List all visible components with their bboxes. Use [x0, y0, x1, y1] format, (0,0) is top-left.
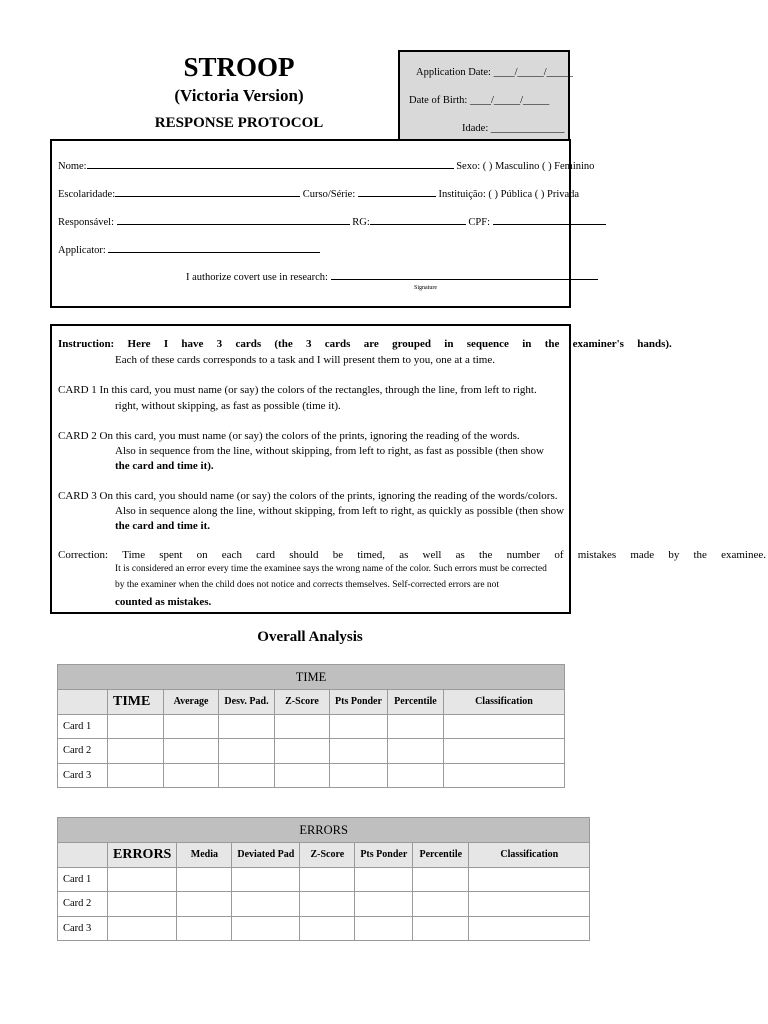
word: examinee.: [721, 549, 766, 561]
word: have: [181, 338, 204, 350]
row-label: Card 1: [58, 714, 108, 739]
column-header: Average: [164, 690, 219, 715]
time-table: [57, 664, 565, 788]
column-header: [58, 690, 108, 715]
time-table-caption: TIME: [58, 665, 565, 690]
word: well: [422, 549, 442, 561]
table-row: [58, 714, 565, 739]
idade-field[interactable]: [462, 123, 564, 134]
nome-label: Nome:: [58, 161, 87, 172]
column-header: Z-Score: [300, 843, 355, 868]
idade-blank: ______________: [490, 123, 565, 134]
word: mistakes: [577, 549, 617, 561]
signature-line: [331, 271, 598, 280]
entry-cell[interactable]: [275, 739, 330, 764]
responsavel-line: [117, 216, 350, 225]
column-header: Desv. Pad.: [219, 690, 275, 715]
entry-cell[interactable]: [443, 739, 564, 764]
row-label: Card 3: [58, 763, 108, 788]
word: should: [289, 549, 319, 561]
table-row: [58, 892, 590, 917]
column-header: Percentile: [387, 690, 443, 715]
idade-label: Idade:: [462, 123, 489, 134]
entry-cell[interactable]: [219, 714, 275, 739]
correction-line: [58, 549, 766, 561]
word: I: [163, 338, 169, 350]
row-label: Card 3: [58, 916, 108, 941]
application-date-blank: ____/_____/_____: [493, 67, 573, 78]
application-date-field[interactable]: [416, 67, 573, 78]
table-row: [58, 867, 590, 892]
word: sequence: [466, 338, 509, 350]
word: are: [363, 338, 379, 350]
word: (the: [274, 338, 293, 350]
entry-cell[interactable]: [177, 892, 232, 917]
word: 3: [306, 338, 312, 350]
column-header: Deviated Pad: [232, 843, 300, 868]
date-of-birth-label: Date of Birth:: [409, 95, 468, 106]
cpf-label: CPF:: [468, 217, 490, 228]
card3-line-3: the card and time it.: [115, 520, 211, 532]
entry-cell[interactable]: [108, 916, 177, 941]
word: the: [544, 338, 560, 350]
word: card: [256, 549, 276, 561]
authorize-field[interactable]: [186, 271, 598, 283]
word: cards: [324, 338, 351, 350]
correction-line-2: It is considered an error every time the examinee says the wrong name of the color. Such errors must be corrected: [115, 564, 547, 574]
word: 3: [216, 338, 223, 350]
correction-line-4: counted as mistakes.: [115, 596, 212, 608]
entry-cell[interactable]: [387, 739, 443, 764]
entry-cell[interactable]: [108, 714, 164, 739]
card2-line-2: Also in sequence from the line, without skipping, from left to right, as fast as possible (then show: [115, 445, 544, 457]
word: the: [693, 549, 707, 561]
applicator-line: [108, 244, 320, 253]
word: cards: [235, 338, 262, 350]
signature-caption: Signature: [414, 285, 437, 291]
application-date-label: Application Date:: [416, 67, 491, 78]
card3-line-1: CARD 3 On this card, you should name (or say) the colors of the prints, ignoring the reading of the words/colors.: [58, 490, 558, 502]
authorize-label: I authorize covert use in research:: [186, 272, 328, 283]
errors-table: [57, 817, 590, 941]
entry-cell[interactable]: [355, 892, 413, 917]
errors-table-caption: ERRORS: [58, 818, 590, 843]
responsavel-field[interactable]: [58, 216, 606, 228]
word: Time: [122, 549, 146, 561]
entry-cell[interactable]: [355, 916, 413, 941]
entry-cell[interactable]: [469, 916, 590, 941]
column-header: Classification: [469, 843, 590, 868]
table-row: [58, 739, 565, 764]
entry-cell[interactable]: [387, 763, 443, 788]
entry-cell[interactable]: [469, 867, 590, 892]
entry-cell[interactable]: [164, 763, 219, 788]
rg-label: RG:: [352, 217, 370, 228]
entry-cell[interactable]: [108, 867, 177, 892]
column-header: Z-Score: [275, 690, 330, 715]
word: as: [399, 549, 409, 561]
cpf-line: [493, 216, 606, 225]
column-header: Pts Ponder: [355, 843, 413, 868]
word: on: [196, 549, 208, 561]
entry-cell[interactable]: [300, 892, 355, 917]
row-label: Card 2: [58, 739, 108, 764]
entry-cell[interactable]: [355, 867, 413, 892]
application-box: [398, 50, 573, 141]
word: Correction:: [58, 549, 109, 561]
date-of-birth-blank: ____/_____/_____: [469, 95, 550, 106]
entry-cell[interactable]: [164, 739, 219, 764]
curso-line: [358, 188, 436, 197]
column-header: [58, 843, 108, 868]
word: made: [630, 549, 655, 561]
card1-line-2: right, without skipping, as fast as possible (time it).: [115, 400, 341, 412]
nome-line: [87, 160, 454, 169]
entry-cell[interactable]: [275, 714, 330, 739]
entry-cell[interactable]: [330, 739, 388, 764]
entry-cell[interactable]: [108, 892, 177, 917]
entry-cell[interactable]: [300, 916, 355, 941]
nome-field[interactable]: [58, 160, 594, 172]
word: hands).: [637, 338, 672, 350]
word: as: [455, 549, 465, 561]
word: be: [332, 549, 344, 561]
entry-cell[interactable]: [232, 867, 300, 892]
escolaridade-line: [115, 188, 300, 197]
table-row: [58, 916, 590, 941]
entry-cell[interactable]: [300, 867, 355, 892]
correction-line-3: by the examiner when the child does not notice and corrects themselves. Self-corrected errors are not: [115, 580, 500, 590]
entry-cell[interactable]: [330, 763, 388, 788]
column-header: TIME: [108, 690, 164, 715]
instituicao-options: Instituição: ( ) Pública ( ) Privada: [438, 189, 580, 200]
rg-line: [370, 216, 466, 225]
card1-line-1: CARD 1 In this card, you must name (or say) the colors of the rectangles, through the line, from left to right.: [58, 384, 537, 396]
entry-cell[interactable]: [413, 892, 469, 917]
word: number: [506, 549, 541, 561]
instruction-line: [58, 338, 672, 350]
entry-cell[interactable]: [443, 714, 564, 739]
entry-cell[interactable]: [108, 763, 164, 788]
entry-cell[interactable]: [469, 892, 590, 917]
entry-cell[interactable]: [108, 739, 164, 764]
entry-cell[interactable]: [164, 714, 219, 739]
entry-cell[interactable]: [413, 916, 469, 941]
entry-cell[interactable]: [219, 739, 275, 764]
column-header: Classification: [443, 690, 564, 715]
word: Instruction:: [58, 338, 115, 350]
row-label: Card 1: [58, 867, 108, 892]
word: each: [221, 549, 242, 561]
form-title: STROOP: [183, 52, 295, 82]
applicator-field[interactable]: [58, 244, 320, 256]
word: in: [444, 338, 454, 350]
instruction-line-2: Each of these cards corresponds to a task and I will present them to you, one at a time.: [115, 354, 495, 366]
card3-line-2: Also in sequence along the line, without skipping, from left to right, as quickly as possible (then show: [115, 505, 565, 517]
word: the: [478, 549, 493, 561]
word: of: [554, 549, 564, 561]
word: in: [522, 338, 532, 350]
form-subtitle: (Victoria Version): [174, 86, 304, 105]
entry-cell[interactable]: [443, 763, 564, 788]
row-label: Card 2: [58, 892, 108, 917]
entry-cell[interactable]: [413, 867, 469, 892]
entry-cell[interactable]: [387, 714, 443, 739]
protocol-heading: RESPONSE PROTOCOL: [154, 115, 324, 131]
identification-box: [50, 139, 595, 308]
date-of-birth-field[interactable]: [409, 95, 549, 106]
curso-label: Curso/Série:: [302, 189, 356, 200]
word: timed,: [357, 549, 386, 561]
word: grouped: [392, 338, 432, 350]
entry-cell[interactable]: [275, 763, 330, 788]
column-header: Pts Ponder: [330, 690, 388, 715]
word: examiner's: [572, 338, 624, 350]
instructions-box: [50, 324, 766, 614]
entry-cell[interactable]: [177, 867, 232, 892]
escolaridade-field[interactable]: [58, 188, 579, 200]
entry-cell[interactable]: [232, 916, 300, 941]
card2-line-3: the card and time it).: [115, 460, 214, 472]
overall-analysis-heading: Overall Analysis: [257, 629, 363, 645]
table-row: [58, 763, 565, 788]
applicator-label: Applicator:: [58, 245, 106, 256]
word: spent: [159, 549, 183, 561]
entry-cell[interactable]: [219, 763, 275, 788]
entry-cell[interactable]: [330, 714, 388, 739]
word: Here: [127, 338, 151, 350]
column-header: ERRORS: [108, 843, 177, 868]
column-header: Percentile: [413, 843, 469, 868]
sexo-options: Sexo: ( ) Masculino ( ) Feminino: [456, 161, 595, 172]
column-header: Media: [177, 843, 232, 868]
word: by: [668, 549, 680, 561]
entry-cell[interactable]: [232, 892, 300, 917]
card2-line-1: CARD 2 On this card, you must name (or say) the colors of the prints, ignoring the reading of the words.: [58, 430, 520, 442]
entry-cell[interactable]: [177, 916, 232, 941]
responsavel-label: Responsável:: [58, 217, 114, 228]
escolaridade-label: Escolaridade:: [58, 189, 116, 200]
